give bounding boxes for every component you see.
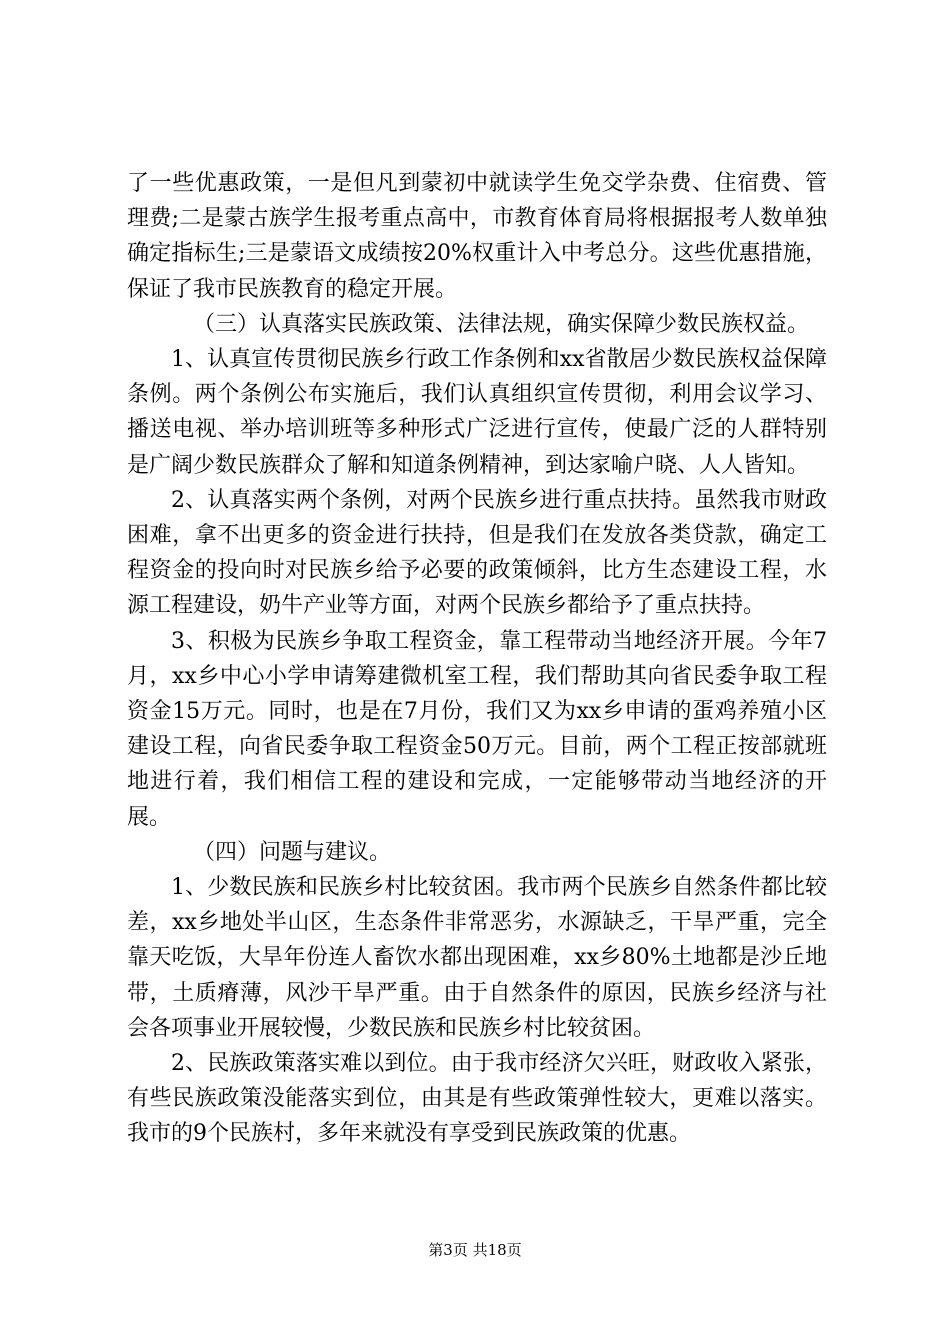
page-footer: 第3页 共18页 (428, 1241, 522, 1259)
paragraph-item-4-1: 1、少数民族和民族乡村比较贫困。我市两个民族乡自然条件都比较差，xx乡地处半山区，生态条件非常恶劣，水源缺乏，干旱严重，完全靠天吃饭，大旱年份连人畜饮水都出现困难，xx乡80%土地都是沙丘地带，土质瘠薄，风沙干旱严重。由于自然条件的原因，民族乡经济与社会各项事业开展较慢，少数民族和民族乡村比较贫困。 (127, 875, 827, 1041)
paragraph-item-3-1: 1、认真宣传贯彻民族乡行政工作条例和xx省散居少数民族权益保障条例。两个条例公布实施后，我们认真组织宣传贯彻，利用会议学习、播送电视、举办培训班等多种形式广泛进行宣传，使最广泛的人群特别是广阔少数民族群众了解和知道条例精神，到达家喻户晓、人人皆知。 (127, 347, 827, 478)
paragraph-continuation: 了一些优惠政策，一是但凡到蒙初中就读学生免交学杂费、住宿费、管理费;二是蒙古族学生报考重点高中，市教育体育局将根据报考人数单独确定指标生;三是蒙语文成绩按20%权重计入中考总分。这些优惠措施，保证了我市民族教育的稳定开展。 (127, 171, 827, 302)
section-heading-4: （四）问题与建议。 (193, 839, 392, 865)
document-body (127, 166, 827, 1152)
paragraph-item-4-2: 2、民族政策落实难以到位。由于我市经济欠兴旺，财政收入紧张，有些民族政策没能落实到位，由其是有些政策弹性较大，更难以落实。我市的9个民族村，多年来就没有享受到民族政策的优惠。 (127, 1051, 827, 1147)
paragraph-item-3-2: 2、认真落实两个条例，对两个民族乡进行重点扶持。虽然我市财政困难，拿不出更多的资金进行扶持，但是我们在发放各类贷款，确定工程资金的投向时对民族乡给予必要的政策倾斜，比方生态建设工程，水源工程建设，奶牛产业等方面，对两个民族乡都给予了重点扶持。 (127, 487, 827, 619)
section-heading-3: （三）认真落实民族政策、法律法规，确实保障少数民族权益。 (193, 311, 810, 337)
paragraph-item-3-3: 3、积极为民族乡争取工程资金，靠工程带动当地经济开展。今年7月，xx乡中心小学申请筹建微机室工程，我们帮助其向省民委争取工程资金15万元。同时，也是在7月份，我们又为xx乡申请的蛋鸡养殖小区建设工程，向省民委争取工程资金50万元。目前，两个工程正按部就班地进行着，我们相信工程的建设和完成，一定能够带动当地经济的开展。 (127, 628, 827, 830)
